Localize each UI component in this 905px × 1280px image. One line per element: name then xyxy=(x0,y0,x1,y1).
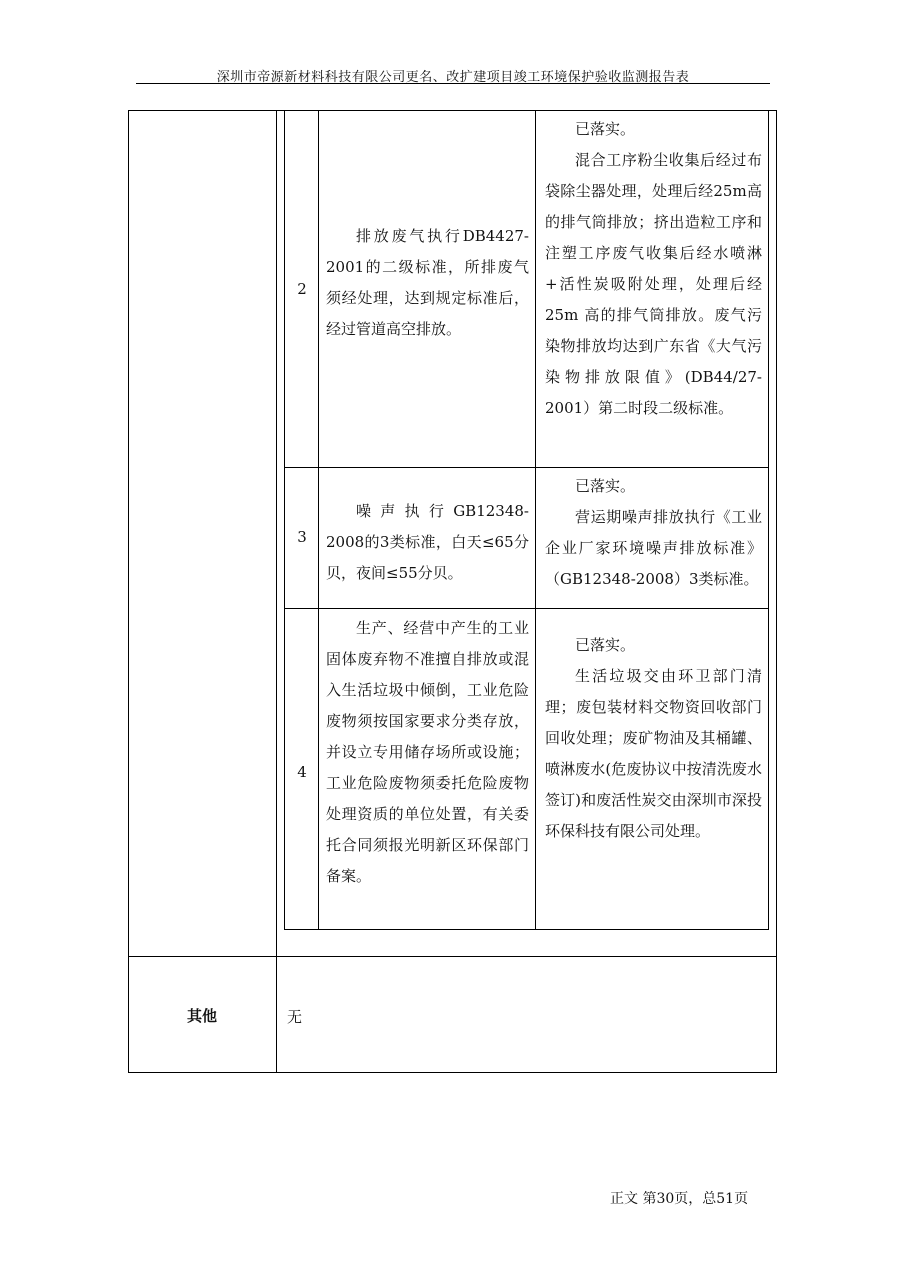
row-divider-other xyxy=(128,956,777,957)
implementation-detail: 混合工序粉尘收集后经过布袋除尘器处理，处理后经25m高的排气筒排放；挤出造粒工序和注塑工序废气收集后经水喷淋+活性炭吸附处理，处理后经25m 高的排气筒排放。废气污染物排放均达到广东省《大气污染物排放限值》(DB44/27-2001）第二时段二级标准。 xyxy=(545,151,762,417)
requirement-text: 排放废气执行DB4427-2001的二级标准，所排废气须经处理，达到规定标准后，经过管道高空排放。 xyxy=(326,227,529,338)
label-column-divider xyxy=(276,110,277,1073)
implementation-text xyxy=(545,630,762,847)
implementation-status: 已落实。 xyxy=(575,120,636,138)
requirement-text: 噪声执行GB12348-2008的3类标准，白天≤65分贝，夜间≤55分贝。 xyxy=(326,502,529,582)
row-number: 2 xyxy=(297,280,307,298)
implementation-text xyxy=(545,114,762,424)
requirement-column-divider xyxy=(535,110,536,930)
implementation-detail: 营运期噪声排放执行《工业企业厂家环境噪声排放标准》（GB12348-2008）3类标准。 xyxy=(545,508,762,588)
row-number: 4 xyxy=(297,763,307,781)
row-number: 3 xyxy=(297,528,307,546)
implementation-status: 已落实。 xyxy=(575,477,636,495)
other-label: 其他 xyxy=(186,1007,217,1025)
requirement-text: 生产、经营中产生的工业固体废弃物不准擅自排放或混入生活垃圾中倾倒，工业危险废物须按国家要求分类存放，并设立专用储存场所或设施；工业危险废物须委托危险废物处理资质的单位处置，有关委托合同须报光明新区环保部门备案。 xyxy=(326,619,529,885)
implementation-text xyxy=(545,471,762,595)
page-footer: 正文 第30页，总51页 xyxy=(610,1191,749,1207)
number-column-divider xyxy=(318,110,319,930)
row-divider-4 xyxy=(284,608,769,609)
implementation-status: 已落实。 xyxy=(575,636,636,654)
row-divider-3 xyxy=(284,467,769,468)
implementation-detail: 生活垃圾交由环卫部门清理；废包装材料交物资回收部门回收处理；废矿物油及其桶罐、喷淋废水(危废协议中按清洗废水签订)和废活性炭交由深圳市深投环保科技有限公司处理。 xyxy=(545,667,762,840)
header-rule xyxy=(136,83,770,84)
page-header-title: 深圳市帝源新材料科技有限公司更名、改扩建项目竣工环境保护验收监测报告表 xyxy=(216,70,690,85)
other-value: 无 xyxy=(287,1008,303,1026)
